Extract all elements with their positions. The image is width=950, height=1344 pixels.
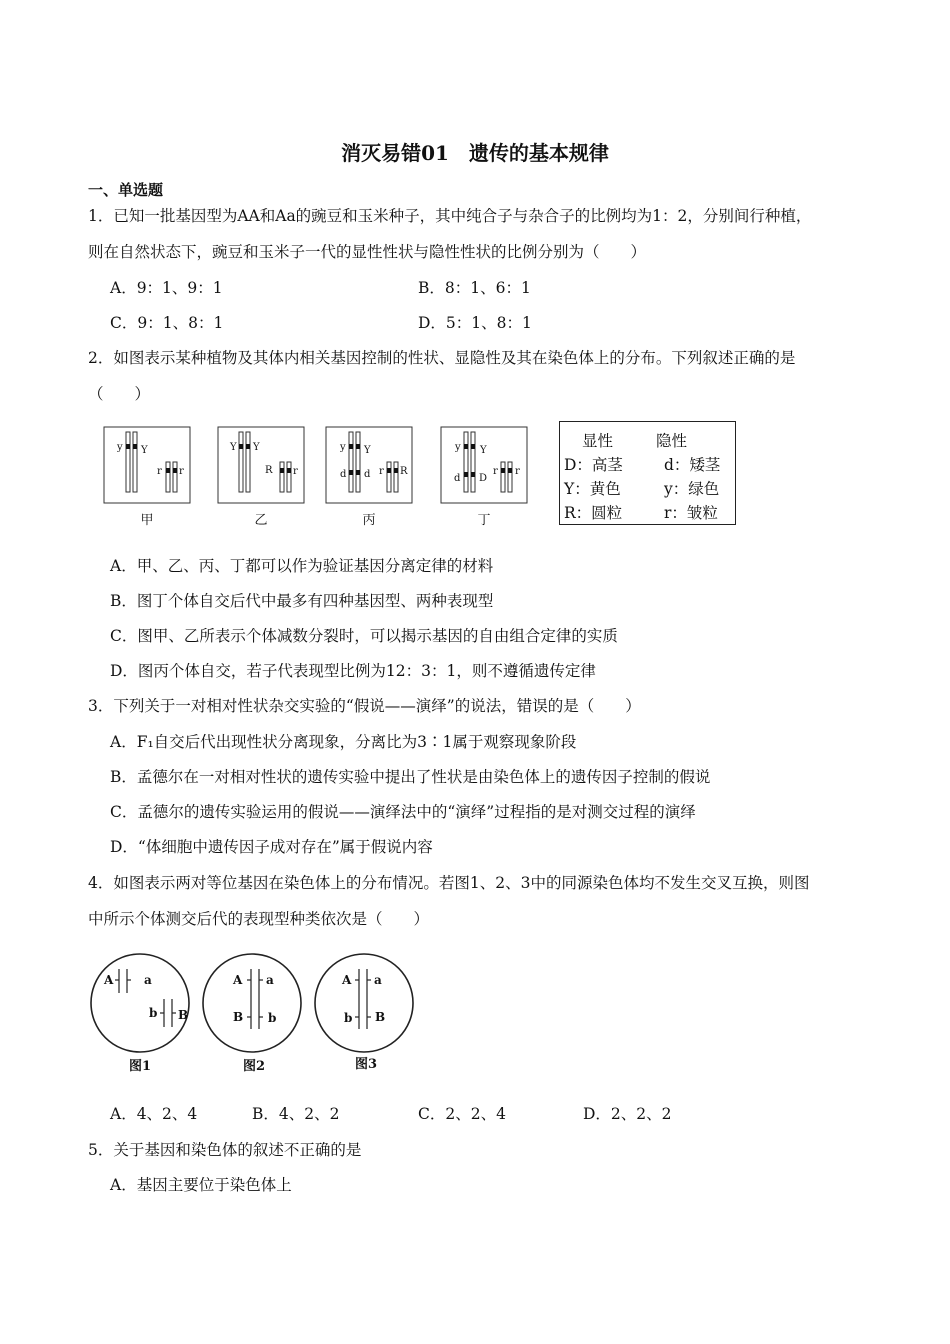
allele-label: a — [266, 973, 274, 987]
gene-label: r — [379, 466, 384, 477]
q2-option-d[interactable]: D．图丙个体自交，若子代表现型比例为12：3：1，则不遵循遗传定律 — [110, 662, 596, 680]
q1-option-b[interactable]: B．8：1、6：1 — [418, 279, 531, 297]
q2-chromosome-figure — [100, 420, 540, 532]
gene-label: Y — [364, 445, 371, 456]
allele-label: b — [344, 1011, 353, 1025]
table-header-dominant: 显性 — [582, 432, 614, 450]
gene-label: Y — [141, 445, 148, 456]
q1-stem-line1: 1．已知一批基因型为AA和Aa的豌豆和玉米种子，其中纯合子与杂合子的比例均为1：2，分别间行种植， — [88, 207, 812, 225]
table-cell: d：矮茎 — [664, 456, 721, 474]
allele-label: A — [342, 973, 352, 987]
allele-label: A — [104, 973, 114, 987]
gene-label: Y — [253, 442, 260, 453]
gene-label: d — [454, 473, 461, 484]
q3-option-c[interactable]: C．孟德尔的遗传实验运用的假说——演绎法中的“演绎”过程指的是对测交过程的演绎 — [110, 803, 696, 821]
q4-circle-figure — [88, 945, 428, 1080]
figure-label-ding: 丁 — [477, 513, 491, 528]
cell-circle-3 — [315, 954, 413, 1052]
cell-circle-2 — [203, 954, 301, 1052]
box-ding — [441, 427, 527, 503]
q3-stem: 3．下列关于一对相对性状杂交实验的“假说——演绎”的说法，错误的是（ ） — [88, 697, 641, 715]
q4-stem-line1: 4．如图表示两对等位基因在染色体上的分布情况。若图1、2、3中的同源染色体均不发生交叉互换，则图 — [88, 874, 810, 892]
q5-stem: 5．关于基因和染色体的叙述不正确的是 — [88, 1141, 362, 1159]
figure-label-1: 图1 — [128, 1059, 152, 1074]
gene-label: d — [364, 469, 371, 480]
gene-label: r — [493, 466, 498, 477]
figure-label-bing: 丙 — [362, 513, 376, 528]
figure-label-3: 图3 — [354, 1057, 378, 1072]
q3-option-b[interactable]: B．孟德尔在一对相对性状的遗传实验中提出了性状是由染色体上的遗传因子控制的假说 — [110, 768, 711, 786]
cell-circle-1 — [91, 954, 189, 1052]
gene-label: r — [157, 466, 162, 477]
gene-label: R — [265, 465, 273, 476]
q3-option-d[interactable]: D．“体细胞中遗传因子成对存在”属于假说内容 — [110, 838, 433, 856]
q2-option-a[interactable]: A．甲、乙、丙、丁都可以作为验证基因分离定律的材料 — [110, 557, 494, 575]
table-cell: r：皱粒 — [664, 504, 718, 522]
gene-label: r — [179, 466, 184, 477]
gene-label: y — [455, 442, 461, 453]
allele-label: b — [268, 1011, 277, 1025]
q4-option-b[interactable]: B．4、2、2 — [252, 1105, 340, 1123]
gene-label: D — [479, 473, 488, 484]
q1-stem-line2: 则在自然状态下，豌豆和玉米子一代的显性性状与隐性性状的比例分别为（ ） — [88, 243, 647, 261]
gene-label: R — [400, 466, 408, 477]
gene-label: r — [293, 466, 298, 477]
q1-option-d[interactable]: D．5：1、8：1 — [418, 314, 532, 332]
page-title: 消灭易错01 遗传的基本规律 — [341, 141, 609, 165]
q4-option-c[interactable]: C．2、2、4 — [418, 1105, 506, 1123]
allele-label: B — [375, 1010, 386, 1024]
allele-label: a — [144, 973, 152, 987]
figure-label-yi: 乙 — [254, 513, 268, 528]
q4-stem-line2: 中所示个体测交后代的表现型种类依次是（ ） — [88, 910, 430, 928]
table-cell: D：高茎 — [564, 456, 623, 474]
q1-option-c[interactable]: C．9：1、8：1 — [110, 314, 224, 332]
dominance-table — [559, 421, 736, 525]
gene-label: Y — [230, 442, 237, 453]
q2-stem-line1: 2．如图表示某种植物及其体内相关基因控制的性状、显隐性及其在染色体上的分布。下列叙述正确的是 — [88, 349, 796, 367]
allele-label: B — [233, 1010, 244, 1024]
q2-option-b[interactable]: B．图丁个体自交后代中最多有四种基因型、两种表现型 — [110, 592, 494, 610]
allele-label: A — [233, 973, 243, 987]
figure-label-2: 图2 — [242, 1059, 266, 1074]
table-cell: y：绿色 — [664, 480, 720, 498]
q3-option-a[interactable]: A．F₁自交后代出现性状分离现象，分离比为3∶1属于观察现象阶段 — [110, 733, 577, 751]
q2-option-c[interactable]: C．图甲、乙所表示个体减数分裂时，可以揭示基因的自由组合定律的实质 — [110, 627, 618, 645]
gene-label: Y — [480, 445, 487, 456]
gene-label: r — [515, 466, 520, 477]
gene-label: d — [340, 469, 347, 480]
gene-label: y — [340, 442, 346, 453]
table-cell: Y：黄色 — [564, 480, 621, 498]
allele-label: a — [374, 973, 382, 987]
figure-label-jia: 甲 — [140, 513, 154, 528]
gene-label: y — [117, 442, 123, 453]
box-bing — [326, 427, 412, 503]
q2-stem-line2: （ ） — [88, 385, 151, 403]
section-heading: 一、单选题 — [88, 181, 164, 199]
q4-option-d[interactable]: D．2、2、2 — [583, 1105, 672, 1123]
q5-option-a[interactable]: A．基因主要位于染色体上 — [110, 1176, 292, 1194]
table-cell: R：圆粒 — [564, 504, 623, 522]
allele-label: b — [149, 1006, 158, 1020]
allele-label: B — [178, 1008, 189, 1022]
q4-option-a[interactable]: A．4、2、4 — [110, 1105, 198, 1123]
q1-option-a[interactable]: A．9：1、9：1 — [110, 279, 223, 297]
table-header-recessive: 隐性 — [656, 432, 688, 450]
